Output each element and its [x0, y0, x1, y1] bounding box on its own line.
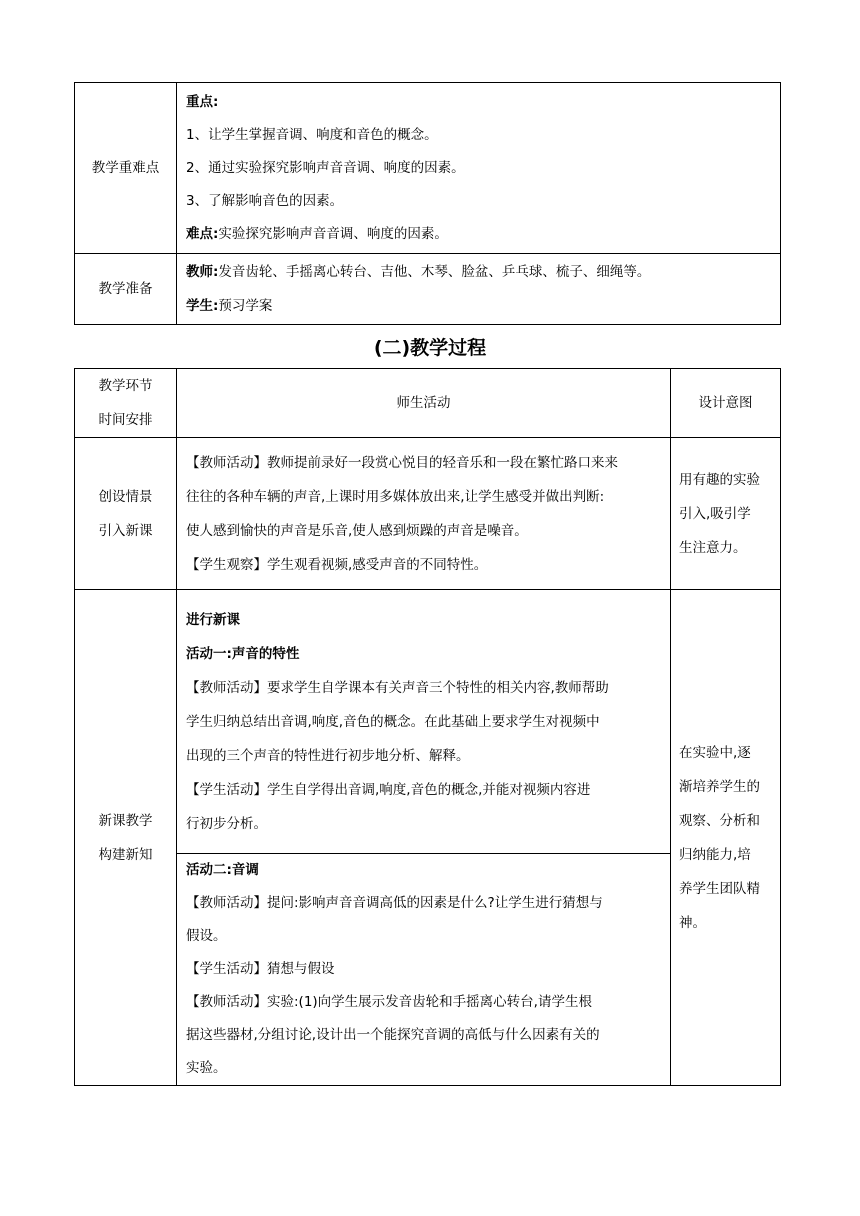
key-heading: 重点: [186, 93, 219, 110]
row-content [177, 83, 781, 254]
row-label: 教学准备 [75, 254, 177, 325]
header-cell: 设计意图 [671, 369, 781, 438]
row-label: 创设情景 引入新课 [75, 438, 177, 590]
intent-cell: 用有趣的实验 引入,吸引学 生注意力。 [671, 438, 781, 590]
table-row [75, 254, 781, 325]
key-point: 3、了解影响音色的因素。 [186, 192, 344, 209]
header-cell: 师生活动 [177, 369, 671, 438]
table-row [75, 83, 781, 254]
process-table [74, 368, 781, 1086]
row-content [177, 254, 781, 325]
intent-cell: 在实验中,逐 渐培养学生的 观察、分析和 归纳能力,培 养学生团队精 神。 [671, 590, 781, 1086]
activity-cell: 【教师活动】教师提前录好一段赏心悦目的轻音乐和一段在繁忙路口来来 往往的各种车辆的声音,上课时用多媒体放出来,让学生感受并做出判断: 使人感到愉快的声音是乐音,使人感到烦躁的声音是噪音。 【学生观察】学生观看视频,感受声音的不同特性。 [177, 438, 671, 590]
difficulty-line: 难点:实验探究影响声音音调、响度的因素。 [186, 225, 448, 242]
activity-cell: 活动二:音调 【教师活动】提问:影响声音音调高低的因素是什么?让学生进行猜想与 假设。 【学生活动】猜想与假设 【教师活动】实验:(1)向学生展示发音齿轮和手摇离心转台,请学生根 据这些器材,分组讨论,设计出一个能探究音调的高低与什么因素有关的 实验。 [177, 854, 671, 1086]
teacher-prep: 教师:发音齿轮、手摇离心转台、吉他、木琴、脸盆、乒乓球、梳子、细绳等。 [186, 264, 651, 280]
table-row [75, 438, 781, 590]
table-header-row [75, 369, 781, 438]
activity-cell: 进行新课 活动一:声音的特性 【教师活动】要求学生自学课本有关声音三个特性的相关内容,教师帮助 学生归纳总结出音调,响度,音色的概念。在此基础上要求学生对视频中 出现的三个声音的特性进行初步地分析、解释。 【学生活动】学生自学得出音调,响度,音色的概念,并能对视频内容进 行初步分析。 [177, 590, 671, 854]
header-cell: 教学环节 时间安排 [75, 369, 177, 438]
student-prep: 学生:预习学案 [186, 298, 273, 314]
row-label: 教学重难点 [75, 83, 177, 254]
key-point: 2、通过实验探究影响声音音调、响度的因素。 [186, 159, 465, 176]
key-point: 1、让学生掌握音调、响度和音色的概念。 [186, 126, 438, 143]
goals-table [74, 82, 781, 325]
table-row [75, 590, 781, 854]
row-label: 新课教学 构建新知 [75, 590, 177, 1086]
section-title: (二)教学过程 [373, 337, 487, 359]
